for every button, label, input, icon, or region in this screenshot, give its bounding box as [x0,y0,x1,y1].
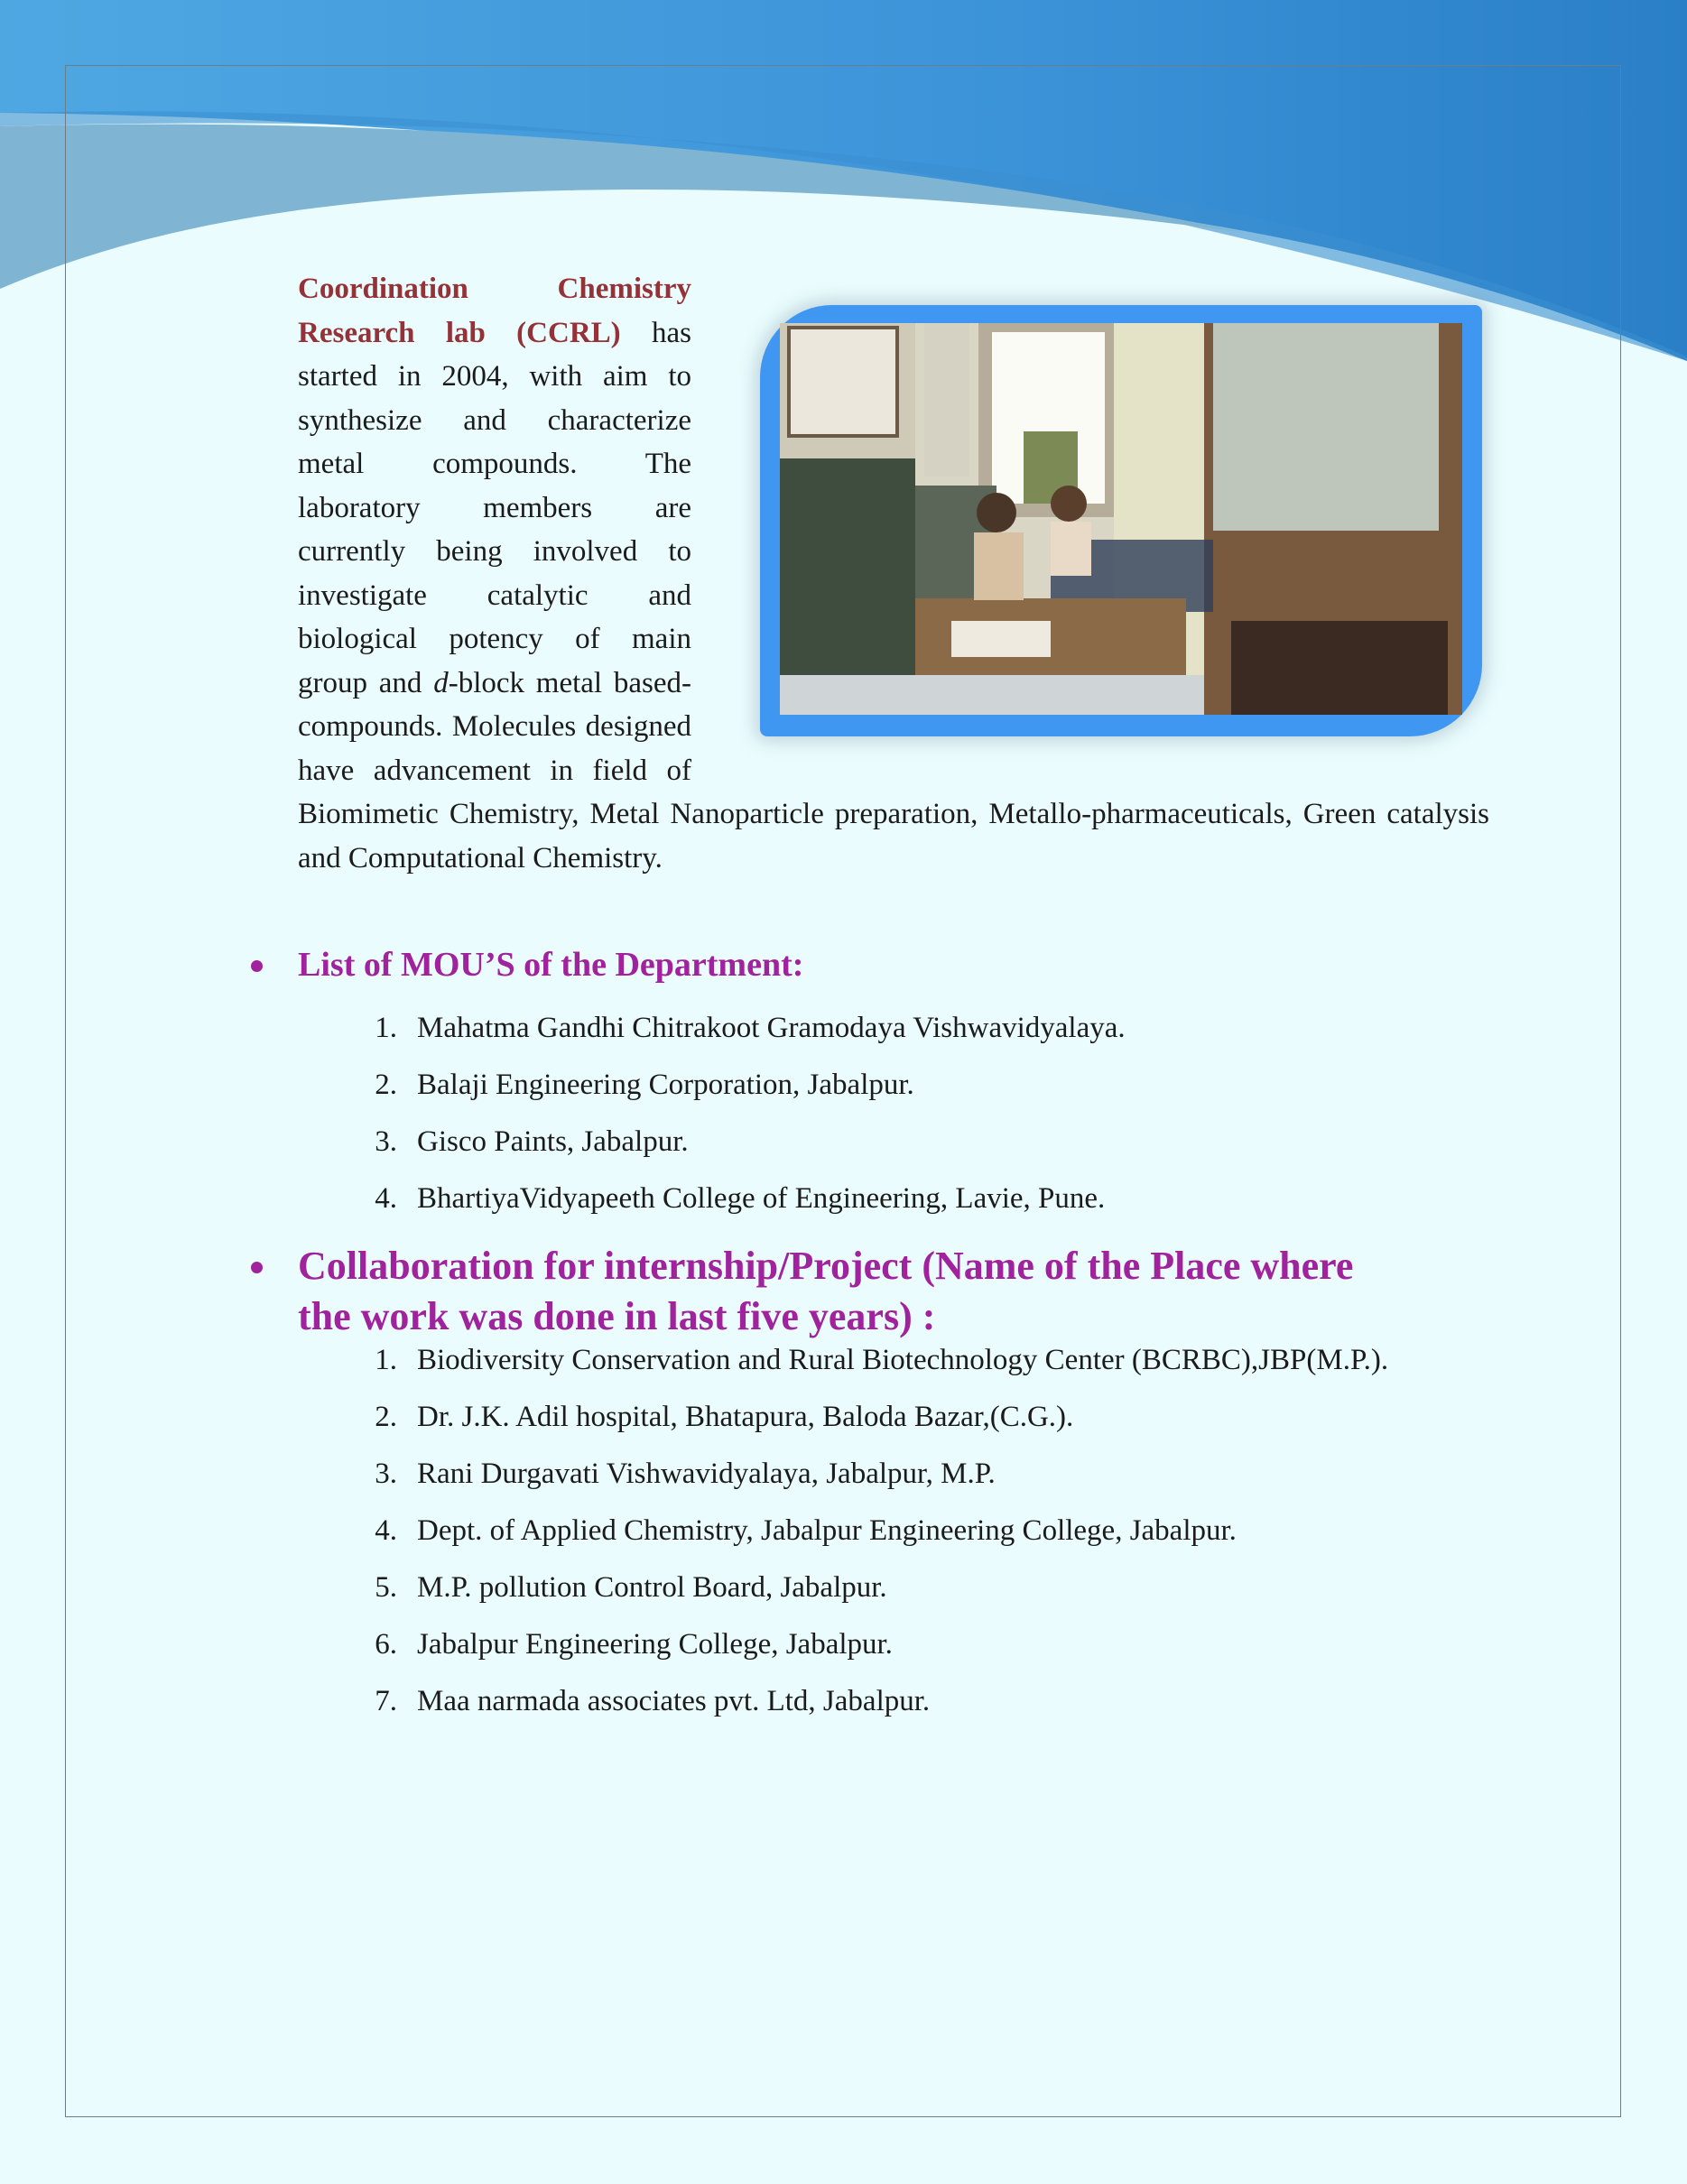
lab-name: Coordination Chemistry Research lab (CCRL) [298,273,691,349]
list-item: 1. Biodiversity Conservation and Rural Biotechnology Center (BCRBC),JBP(M.P.). [375,1344,1389,1376]
list-item: 4. Dept. of Applied Chemistry, Jabalpur Engineering College, Jabalpur. [375,1514,1237,1547]
intro-text-part1: has started in 2004, with aim to synthesize and characterize metal compounds. The laboratory members are currently being involved to investigate catalytic and biological potency of main group and [298,316,691,699]
collab-heading-line2: the work was done in last five years) : [298,1294,936,1338]
lab-photo-frame [760,305,1482,736]
mou-heading: List of MOU’S of the Department: [298,946,804,984]
bullet-mou [251,960,263,972]
list-item: 3. Rani Durgavati Vishwavidyalaya, Jabalpur, M.P. [375,1458,996,1490]
list-item: 3. Gisco Paints, Jabalpur. [375,1125,689,1158]
list-item: 6. Jabalpur Engineering College, Jabalpur. [375,1628,893,1661]
intro-italic-d: d [433,666,449,699]
collab-heading [298,1241,1353,1342]
collab-list [345,1332,1388,1730]
intro-text-part2: -block metal based-compounds. Molecules designed have advancement in field of Biomimetic Chemistry, Metal Nanoparticle preparation, Metallo-pharmaceuticals, Green catalysis and Computational Chemistry. [298,666,1489,875]
lab-photo [780,323,1462,715]
lab-photo-container [760,305,1489,774]
list-item: 1. Mahatma Gandhi Chitrakoot Gramodaya Vishwavidyalaya. [375,1012,1126,1044]
list-item: 4. BhartiyaVidyapeeth College of Engineering, Lavie, Pune. [375,1182,1106,1215]
list-item: 5. M.P. pollution Control Board, Jabalpur. [375,1571,887,1604]
bullet-collab [251,1262,263,1273]
intro-paragraph [298,267,1489,880]
mou-list [345,1000,1126,1227]
list-item: 2. Balaji Engineering Corporation, Jabalpur. [375,1069,914,1101]
list-item: 2. Dr. J.K. Adil hospital, Bhatapura, Baloda Bazar,(C.G.). [375,1401,1074,1433]
list-item: 7. Maa narmada associates pvt. Ltd, Jabalpur. [375,1685,931,1717]
collab-heading-line1: Collaboration for internship/Project (Name of the Place where [298,1244,1354,1288]
